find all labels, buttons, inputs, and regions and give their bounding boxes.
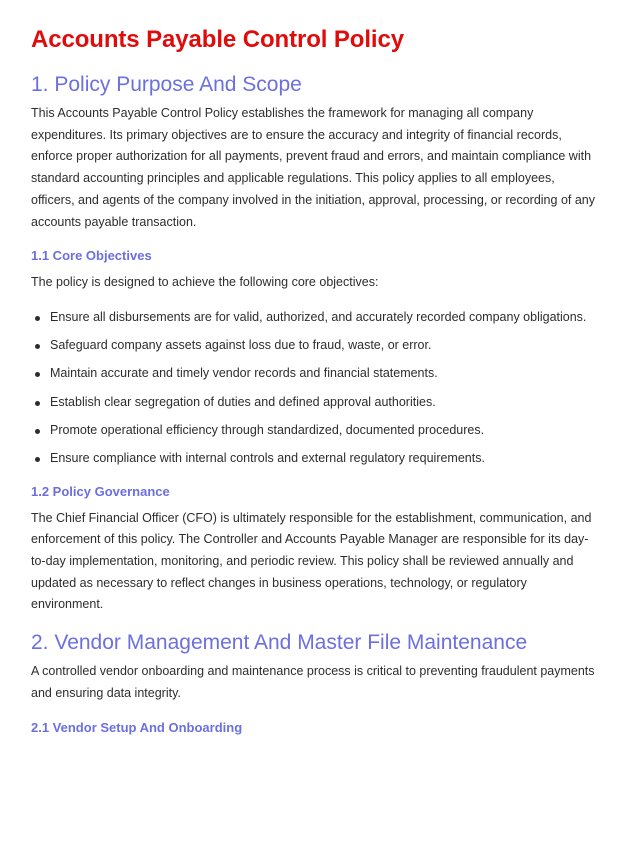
list-item-text: Ensure compliance with internal controls and external regulatory requirements. bbox=[50, 450, 485, 465]
list-item bbox=[50, 448, 596, 470]
section-1-intro: This Accounts Payable Control Policy establishes the framework for managing all company expenditures. Its primary objectives are to ensure the accuracy and integrity of financial records, enforce proper authorization for all payments, prevent fraud and errors, and maintain compliance with standard accounting principles and applicable regulations. This policy applies to all employees, officers, and agents of the company involved in the initiation, approval, processing, or recording of any accounts payable transaction. bbox=[31, 106, 595, 229]
subsection-2-1-heading: 2.1 Vendor Setup And Onboarding bbox=[31, 719, 243, 735]
bullet-icon bbox=[35, 457, 40, 462]
subsection-1-1-heading: 1.1 Core Objectives bbox=[31, 248, 152, 264]
section-1-heading: 1. Policy Purpose And Scope bbox=[31, 73, 302, 96]
list-item-text: Promote operational efficiency through standardized, documented procedures. bbox=[50, 422, 485, 437]
section-2-intro: A controlled vendor onboarding and maintenance process is critical to preventing fraudulent payments and ensuring data integrity. bbox=[31, 664, 595, 700]
list-item-text: Maintain accurate and timely vendor records and financial statements. bbox=[50, 366, 438, 381]
document-title: Accounts Payable Control Policy bbox=[31, 26, 404, 53]
bullet-icon bbox=[35, 429, 40, 434]
bullet-icon bbox=[35, 401, 40, 406]
list-item bbox=[50, 420, 596, 442]
list-item bbox=[50, 392, 596, 414]
section-2-heading: 2. Vendor Management And Master File Maintenance bbox=[31, 631, 528, 655]
bullet-icon bbox=[35, 372, 40, 377]
list-item-text: Establish clear segregation of duties and defined approval authorities. bbox=[50, 394, 436, 409]
list-item bbox=[50, 307, 596, 329]
bullet-icon bbox=[35, 316, 40, 321]
core-objectives-list bbox=[31, 307, 596, 470]
list-item-text: Ensure all disbursements are for valid, authorized, and accurately recorded company obligations. bbox=[50, 309, 587, 324]
list-item-text: Safeguard company assets against loss due to fraud, waste, or error. bbox=[50, 338, 432, 353]
subsection-1-2-heading: 1.2 Policy Governance bbox=[31, 483, 170, 499]
list-item bbox=[50, 335, 596, 357]
bullet-icon bbox=[35, 344, 40, 349]
subsection-1-1-intro: The policy is designed to achieve the following core objectives: bbox=[31, 275, 379, 290]
subsection-1-2-body: The Chief Financial Officer (CFO) is ultimately responsible for the establishment, communication, and enforcement of this policy. The Controller and Accounts Payable Manager are responsible for its day-to-day implementation, monitoring, and periodic review. This policy shall be reviewed annually and updated as necessary to reflect changes in business operations, technology, or regulatory environment. bbox=[31, 510, 592, 612]
list-item bbox=[50, 363, 596, 385]
